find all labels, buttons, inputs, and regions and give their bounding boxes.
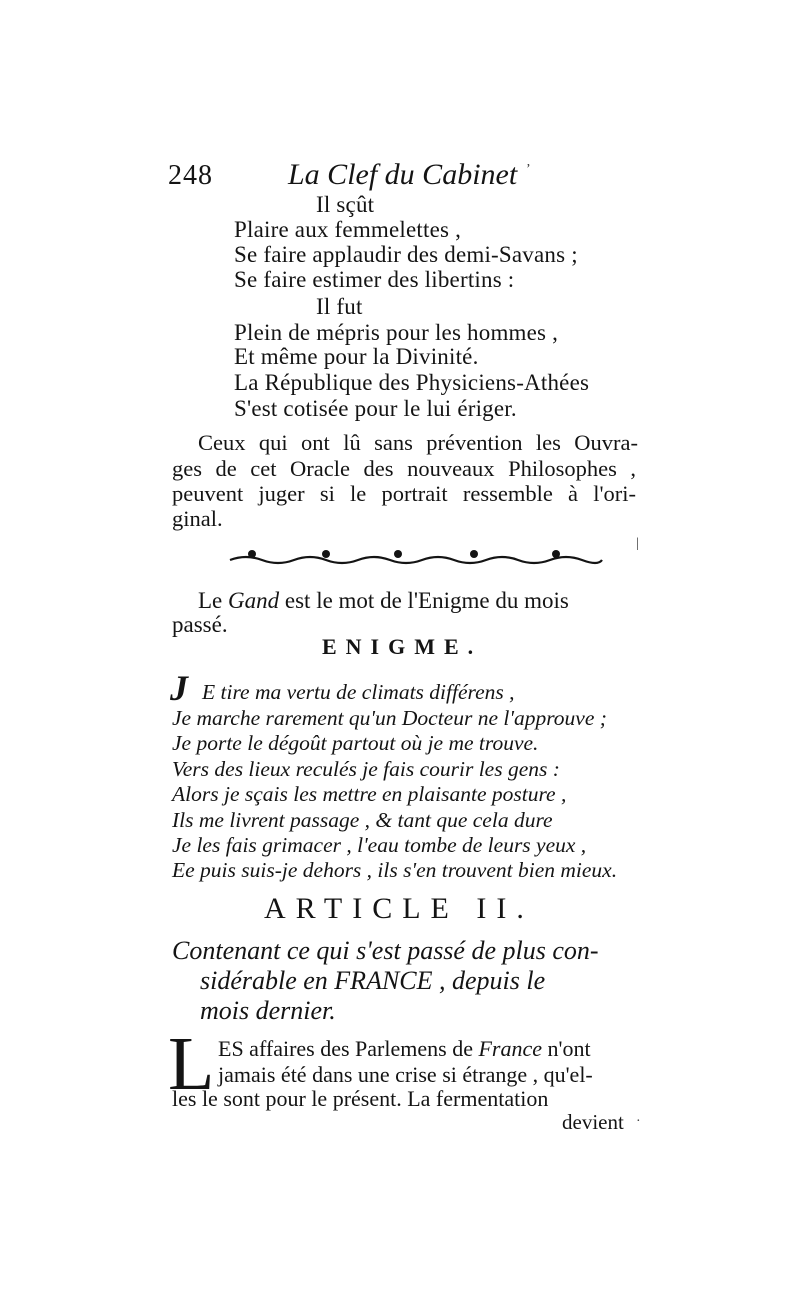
page-number: 248 [168,160,213,191]
riddle-dropcap: J [170,668,188,708]
riddle-line: Je porte le dégoût partout où je me trouve. [172,731,539,755]
riddle-line: Ee puis suis-je dehors , ils s'en trouvent bien mieux. [172,858,618,882]
verse-line: Et même pour la Divinité. [234,344,479,369]
catchword: devient [562,1110,624,1134]
body-text: ES affaires des Parlemens de [218,1036,479,1061]
riddle-line: Ils me livrent passage , & tant que cela dure [172,808,553,832]
prose-line: Ceux qui ont lû sans prévention les Ouvra- [198,430,638,455]
article-subtitle-line: sidérable en FRANCE , depuis le [200,966,546,995]
notice-text: Le [198,588,229,613]
verse-line: Il sçût [316,192,375,217]
stray-mark: ʼ [526,162,531,177]
notice-line [198,588,569,614]
verse-line: Se faire applaudir des demi-Savans ; [234,242,578,267]
article-subtitle-line: mois dernier. [200,996,336,1025]
riddle-line: Vers des lieux reculés je fais courir les gens : [172,757,560,781]
running-title: La Clef du Cabinet [288,158,518,191]
verse-line: La République des Physiciens-Athées [234,370,590,395]
body-line: les le sont pour le présent. La fermentation [172,1086,549,1111]
prose-line: ginal. [172,506,223,531]
body-text: n'ont [542,1036,591,1061]
ornament-divider [226,540,606,576]
riddle-line: Je les fais grimacer , l'eau tombe de leurs yeux , [172,833,587,857]
article-subtitle-line: Contenant ce qui s'est passé de plus con- [172,936,599,965]
notice-answer: Gand [228,588,280,613]
running-header [168,160,588,200]
riddle-line: Je marche rarement qu'un Docteur ne l'approuve ; [172,706,607,730]
riddle-line: E tire ma vertu de climats différens , [202,680,515,704]
stray-mark: · [636,1114,641,1129]
notice-line: passé. [172,612,228,637]
prose-line: ges de cet Oracle des nouveaux Philosophes , [172,456,636,481]
body-line: jamais été dans une crise si étrange , qu'el- [218,1062,593,1087]
enigme-heading: ENIGME. [322,634,483,659]
stray-mark: | [636,536,639,551]
verse-line: S'est cotisée pour le lui ériger. [234,396,517,421]
body-line [218,1036,591,1062]
article-heading: ARTICLE II. [264,892,534,925]
verse-line: Il fut [316,294,363,319]
body-place-name: France [478,1036,542,1061]
verse-line: Plein de mépris pour les hommes , [234,320,559,345]
verse-line: Plaire aux femmelettes , [234,217,462,242]
verse-line: Se faire estimer des libertins : [234,267,515,292]
riddle-line: Alors je sçais les mettre en plaisante posture , [172,782,567,806]
notice-text: est le mot de l'Enigme du mois [279,588,569,613]
body-dropcap: L [168,1022,215,1106]
prose-line: peuvent juger si le portrait ressemble à l'ori- [172,481,636,506]
